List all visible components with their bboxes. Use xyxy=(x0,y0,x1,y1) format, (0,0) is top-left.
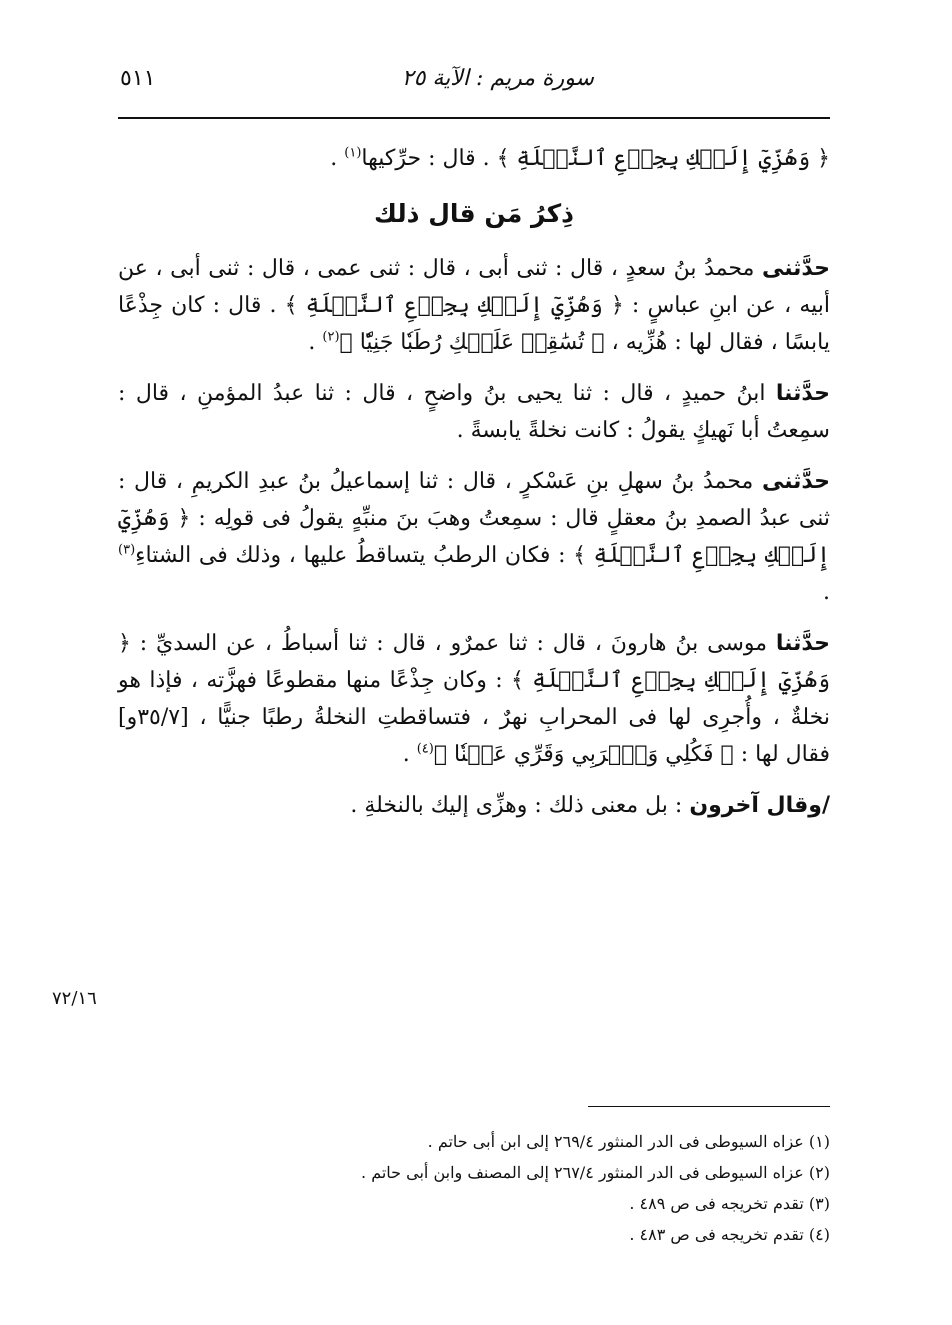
paragraph-0 xyxy=(118,140,830,177)
paragraph-end: . xyxy=(330,146,345,171)
narration-lead: حدَّثنا xyxy=(775,631,830,656)
quran-quote: ﴿ تُسَٰقِطۡ عَلَيۡكِ رُطَبٗا جَنِيّٗا ﴾ xyxy=(339,330,605,355)
paragraph-text: : فكان الرطبُ يتساقطُ عليها ، وذلك فى الشتاءِ xyxy=(135,543,574,568)
paragraph-text: . قال : حرِّكيها xyxy=(361,146,497,171)
paragraph-5 xyxy=(118,787,830,824)
paragraph-text: : بل معنى ذلك : وهزِّى إليك بالنخلةِ . xyxy=(350,793,690,818)
footnote-marker: (٤) xyxy=(416,741,434,757)
margin-page-reference: ٧٢/١٦ xyxy=(52,988,97,1009)
narration-lead: حدَّثنى xyxy=(761,256,830,281)
footnote-marker: (١) xyxy=(344,145,362,161)
paragraph-text: موسى بنُ هارونَ ، قال : ثنا عمرٌو ، قال : ثنا أسباطُ ، عن السديِّ : xyxy=(130,631,776,656)
footnote-rule xyxy=(588,1106,830,1107)
footnote-marker: (٣) xyxy=(118,542,136,558)
footnote-item: (٤) تقدم تخريجه فى ص ٤٨٣ . xyxy=(629,1225,830,1244)
footnote-item: (١) عزاه السيوطى فى الدر المنثور ٢٦٩/٤ إلى ابن أبى حاتم . xyxy=(427,1132,830,1151)
main-text xyxy=(118,140,830,838)
quran-quote: ﴿ وَهُزِّيٓ إِلَيۡكِ بِجِذۡعِ ٱلنَّخۡلَةِ ﴾ xyxy=(118,631,831,693)
quran-quote: ﴿ وَهُزِّيٓ إِلَيۡكِ بِجِذۡعِ ٱلنَّخۡلَةِ ﴾ xyxy=(496,146,830,171)
section-heading: ذِكرُ مَن قال ذلك xyxy=(374,199,574,228)
paragraph-text: ابنُ حميدٍ ، قال : ثنا يحيى بنُ واضحٍ ، قال : ثنا عبدُ المؤمنِ ، قال : سمِعتُ أبا نَهيكٍ يقولُ : كانت نخلةً يابسةً . xyxy=(118,381,830,443)
footnote-item: (٢) عزاه السيوطى فى الدر المنثور ٢٦٧/٤ إلى المصنف وابن أبى حاتم . xyxy=(361,1163,830,1182)
paragraph-end: . xyxy=(402,742,417,767)
narration-lead: /وقال آخرون xyxy=(689,793,830,818)
paragraph-text: محمدُ بنُ سهلِ بنِ عَسْكرٍ ، قال : ثنا إسماعيلُ بنُ عبدِ الكريمِ ، قال : ثنى عبدُ الصمدِ بنُ معقلٍ قال : سمِعتُ وهبَ بنَ منبِّهٍ يقولُ فى قولِه : xyxy=(118,469,830,531)
narration-lead: حدَّثنا xyxy=(775,381,830,406)
paragraph-4 xyxy=(118,625,830,773)
paragraph-end: . xyxy=(308,330,323,355)
paragraph-1 xyxy=(118,250,830,361)
paragraph-text: محمدُ بنُ سعدٍ ، قال : ثنى أبى ، قال : ثنى عمى ، قال : ثنى أبى ، عن أبيه ، عن ابنِ عباسٍ : xyxy=(118,256,830,318)
paragraph-text: . قال : كان جِذْعًا يابسًا ، فقال لها : هُزِّيه ، xyxy=(118,293,830,355)
page-number: ٥١١ xyxy=(120,66,156,91)
quran-quote: ﴿ فَكُلِي وَٱشۡرَبِي وَقَرِّي عَيۡنٗا ﴾ xyxy=(433,742,734,767)
paragraph-end: . xyxy=(823,580,830,605)
footnote-marker: (٢) xyxy=(322,329,340,345)
paragraph-2 xyxy=(118,375,830,449)
footnotes xyxy=(130,1126,830,1250)
header-rule xyxy=(118,117,830,119)
paragraph-3 xyxy=(118,463,830,611)
quran-quote: ﴿ وَهُزِّيٓ إِلَيۡكِ بِجِذۡعِ ٱلنَّخۡلَةِ ﴾ xyxy=(284,293,624,318)
narration-lead: حدَّثنى xyxy=(761,469,830,494)
running-title: سورة مريم : الآية ٢٥ xyxy=(401,66,594,91)
footnote-item: (٣) تقدم تخريجه فى ص ٤٨٩ . xyxy=(629,1194,830,1213)
paragraph-text: : وكان جِذْعًا منها مقطوعًا فهزَّته ، فإذا هو نخلةٌ ، وأُجرِى لها فى المحرابِ نهرٌ ، فتساقطتِ النخلةُ رطبًا جنيًّا ، [٣٥/٧و] فقال لها : xyxy=(118,668,830,767)
quran-quote: ﴿ وَهُزِّيٓ إِلَيۡكِ بِجِذۡعِ ٱلنَّخۡلَةِ ﴾ xyxy=(118,506,830,568)
running-head xyxy=(118,66,830,106)
